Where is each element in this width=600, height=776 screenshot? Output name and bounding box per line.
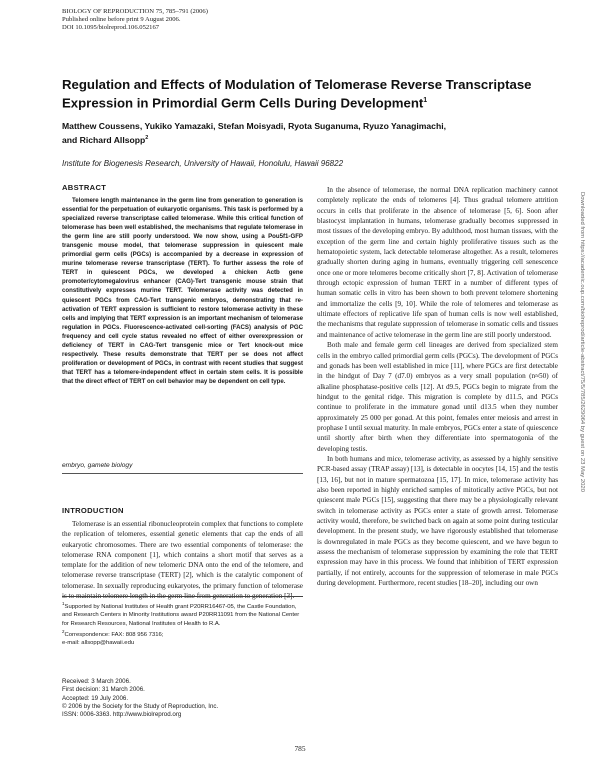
introduction-text: Telomerase is an essential ribonucleoprotein complex that functions to complete the replication of telomeres, essential genetic elements that cap the ends of all eukaryotic chromosomes. There are two essential components of telomerase: the telomerase RNA component [1], which contains a short motif that serves as a template for the addition of new telomeric DNA onto the end of the telomere, and telomerase reverse transcriptase (TERT) [2], which is the catalytic component of telomerase. In sexually reproducing eukaryotes, the primary function of telomerase is to maintain telomere length in the germ line from generation to generation [3]. bbox=[62, 520, 303, 601]
authors-line-2-text: and Richard Allsopp bbox=[62, 134, 146, 145]
footnote-correspondence bbox=[62, 628, 303, 639]
author-footnote-mark: 2 bbox=[145, 135, 149, 141]
body-paragraph-1: In the absence of telomerase, the normal DNA replication machinery cannot completely replicate the ends of telomeres [4]. Thus gradual telomere attrition occurs in cells that proliferate in the absence of telomerase [5, 6]. Soon after blastocyst implantation in humans, telomerase gradually becomes suppressed in most tissues of the developing embryo. By adulthood, most human tissues, with the exception of the germ line and certain highly proliferative tissues such as the hematopoietic system, lack detectable telomerase altogether. As a result, telomeres gradually shorten during aging in humans, eventually triggering cell senescence once one or more telomeres become critically short [7, 8]. Activation of telomerase through ectopic expression of human TERT in a number of different types of human somatic cells in vitro has been shown to both prevent telomere shortening and immortalize the cells [9, 10]. While the role of telomeres and telomerase as ultimate effectors of replicative life span of human cells is now well established, the mechanisms that regulate suppression of telomerase in somatic cells and tissues and maintenance of active telomerase in the germ line are still poorly understood. bbox=[317, 186, 558, 339]
download-watermark bbox=[575, 192, 587, 752]
authors-line-1: Matthew Coussens, Yukiko Yamazaki, Stefan Moisyadi, Ryota Suganuma, Ryuzo Yanagimachi, bbox=[62, 121, 446, 131]
institute-affiliation: Institute for Biogenesis Research, University of Hawaii, Honolulu, Hawaii 96822 bbox=[62, 159, 344, 168]
article-title bbox=[62, 77, 542, 110]
abstract-heading: ABSTRACT bbox=[62, 183, 107, 192]
article-title-text: Regulation and Effects of Modulation of Telomerase Reverse Transcriptase Expression in Primordial Germ Cells During Development bbox=[62, 77, 532, 110]
body-paragraph-2: Both male and female germ cell lineages are derived from specialized stem cells in the embryo called primordial germ cells (PGCs). The development of PGCs and gonads has been well established in mice [11], where PGCs are first detectable in the hindgut of Day 7 (d7.0) embryos as a very small population (n≈50) of alkaline phosphatase-positive cells [12]. At d9.5, PGCs begin to migrate from the hindgut to the genital ridge. This migration is complete by d11.5, and PGCs continue to proliferate in the immature gonad until d13.5 when they number approximately 25 000 per gonad. At this point, females enter meiosis and arrest in prophase I until sexual maturity. In male embryos, PGCs enter a state of quiescence until shortly after birth when they differentiate into spermatogonia of the developing testis. bbox=[317, 341, 558, 453]
footnote-funding bbox=[62, 600, 303, 628]
right-column bbox=[317, 185, 558, 588]
introduction-heading: INTRODUCTION bbox=[62, 506, 124, 515]
footnote-1-mark: 1 bbox=[62, 601, 65, 606]
footnote-1-text: Supported by National Institutes of Health grant P20RR16467-05, the Castle Foundation, and Research Centers in Minority Institutions award P20RR11091 from the National Center for Research Resources, National Institutes of Health to R.A. bbox=[62, 603, 300, 627]
abstract-text: Telomere length maintenance in the germ line from generation to generation is essential for the perpetuation of eukaryotic organisms. This task is performed by a specialized reverse transcriptase called telomerase. While this critical function of telomerase has been well established, the mechanisms that regulate telomerase in the germ line are still poorly understood. We now show, using a Pou5f1-GFP transgenic mouse model, that telomerase suppression in quiescent male primordial germ cells (PGCs) is accompanied by a decrease in expression of murine telomerase reverse transcriptase (TERT). To further assess the role of TERT in quiescent PGCs, we developed a chicken Actb gene promoter/cytomegalovirus enhancer (CAG)-Tert transgenic mouse strain that constitutively expresses murine TERT. Telomerase activity was detected in quiescent PGCs from CAG-Tert transgenic embryos, demonstrating that re-activation of TERT expression is sufficient to restore telomerase activity in these cells and implying that TERT expression is an important mechanism of telomerase regulation in PGCs. Fluorescence-activated cell-sorting (FACS) analysis of PGC frequency and cell cycle status revealed no effect of either overexpression or deficiency of TERT in CAG-Tert transgenic mice or Tert knock-out mice respectively. These results demonstrate that TERT per se does not affect proliferation or development of PGCs, in contrast with recent studies that suggest that TERT has a telomere-independent effect in certain stem cells. It is possible that the direct effect of TERT on cell behavior may be dependent on cell type. bbox=[62, 197, 303, 385]
copyright-notice: © 2006 by the Society for the Study of Reproduction, Inc. bbox=[62, 702, 219, 710]
publication-date: Published online before print 9 August 2006. bbox=[62, 16, 181, 23]
journal-citation: BIOLOGY OF REPRODUCTION 75, 785–791 (2006) bbox=[62, 8, 208, 15]
page-number: 785 bbox=[294, 744, 306, 753]
keywords-divider bbox=[62, 473, 303, 474]
author-list bbox=[62, 120, 582, 146]
footnote-2-mark: 2 bbox=[62, 628, 65, 634]
footnote-divider bbox=[62, 596, 303, 597]
footnote-email: e-mail: allsopp@hawaii.edu bbox=[62, 640, 135, 647]
footnote-2-text: Correspondence: FAX: 808 956 7316; bbox=[64, 631, 164, 638]
accepted-date: Accepted: 19 July 2006. bbox=[62, 694, 129, 702]
first-decision-date: First decision: 31 March 2006. bbox=[62, 686, 145, 694]
keywords: embryo, gamete biology bbox=[62, 462, 133, 469]
download-watermark-text: Downloaded from https://academic.oup.com/biolreprod/article-abstract/75/5/785/2629064 by guest on 23 May 2020 bbox=[579, 192, 585, 492]
footnotes bbox=[62, 600, 303, 647]
received-date: Received: 3 March 2006. bbox=[62, 678, 131, 685]
doi: DOI 10.1095/biolreprod.106.052167 bbox=[62, 24, 160, 31]
body-paragraph-3: In both humans and mice, telomerase activity, as assessed by a highly sensitive PCR-based assay (TRAP assay) [13], is detectable in oocytes [14, 15] and the testis [13, 16], but not in mature spermatozoa [15, 17]. In mice, telomerase activity has also been reported in highly enriched samples of mitotically active PGCs, but not quiescent male PGCs [15], suggesting that there may be a physiologically relevant switch in telomerase activity as PGCs enter a state of growth arrest. Telomerase activity would, therefore, be switched back on again at some point during testicular development. In the present study, we have rigorously established that telomerase is downregulated in male PGCs as they become quiescent, and we have begun to assess the mechanism of telomerase suppression by examining the role that TERT expression may have in this process. We found that inhibition of TERT expression partially, if not entirely, accounts for the suppression of telomerase in male PGCs during development. Furthermore, recent studies [18–20], including our own bbox=[317, 454, 558, 588]
received-dates bbox=[62, 678, 303, 719]
journal-header bbox=[62, 8, 208, 32]
authors-line-2 bbox=[62, 132, 582, 146]
issn-line: ISSN: 0006-3363. http://www.biolreprod.org bbox=[62, 711, 182, 719]
title-footnote-mark: 1 bbox=[423, 96, 428, 104]
